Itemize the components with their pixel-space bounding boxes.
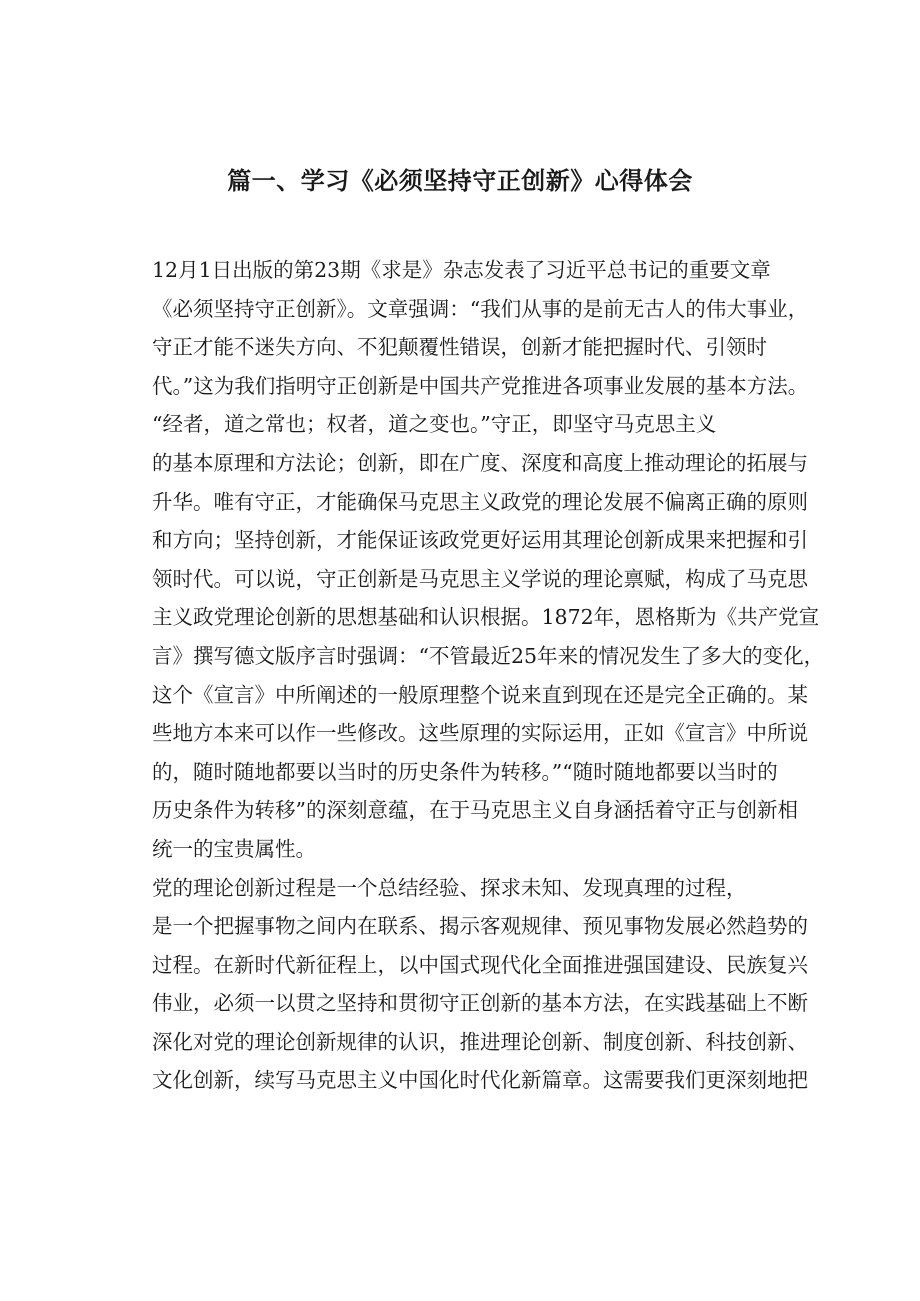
text-line: 升华。唯有守正，才能确保马克思主义政党的理论发展不偏离正确的原则 <box>152 489 808 514</box>
paragraph-1 <box>110 251 850 405</box>
text-line: 文化创新，续写马克思主义中国化时代化新篇章。这需要我们更深刻地把 <box>152 1068 808 1093</box>
text-line: 言》撰写德文版序言时强调：“不管最近25年来的情况发生了多大的变化， <box>152 643 825 668</box>
text-line: 深化对党的理论创新规律的认识，推进理论创新、制度创新、科技创新、 <box>152 1029 808 1054</box>
paragraph-2 <box>110 405 850 868</box>
text-line: 守正才能不迷失方向、不犯颠覆性错误，创新才能把握时代、引领时 <box>152 335 767 360</box>
text-line: 伟业，必须一以贯之坚持和贯彻守正创新的基本方法，在实践基础上不断 <box>152 991 808 1016</box>
text-line: 的，随时随地都要以当时的历史条件为转移。”“随时随地都要以当时的 <box>152 759 778 784</box>
text-line: 统一的宝贵属性。 <box>152 836 316 861</box>
text-line: 代。”这为我们指明守正创新是中国共产党推进各项事业发展的基本方法。 <box>152 373 809 398</box>
text-line: 主义政党理论创新的思想基础和认识根据。1872年，恩格斯为《共产党宣 <box>152 605 820 630</box>
text-line: 《必须坚持守正创新》。文章强调：“我们从事的是前无古人的伟大事业， <box>152 296 809 321</box>
text-line: 和方向；坚持创新，才能保证该政党更好运用其理论创新成果来把握和引 <box>152 528 808 553</box>
text-line: 的基本原理和方法论；创新，即在广度、深度和高度上推动理论的拓展与 <box>152 450 808 475</box>
text-line: 过程。在新时代新征程上，以中国式现代化全面推进强国建设、民族复兴 <box>152 952 808 977</box>
text-line: 这个《宣言》中所阐述的一般原理整个说来直到现在还是完全正确的。某 <box>152 682 808 707</box>
document-body <box>110 251 850 1100</box>
text-line: 是一个把握事物之间内在联系、揭示客观规律、预见事物发展必然趋势的 <box>152 914 808 939</box>
document-title: 篇一、学习《必须坚持守正创新》心得体会 <box>227 167 693 195</box>
text-line: “经者，道之常也；权者，道之变也。”守正，即坚守马克思主义 <box>152 412 717 437</box>
text-line: 党的理论创新过程是一个总结经验、探求未知、发现真理的过程， <box>152 875 747 900</box>
paragraph-3 <box>110 869 850 1101</box>
text-line: 12月1日出版的第23期《求是》杂志发表了习近平总书记的重要文章 <box>152 258 771 282</box>
text-line: 历史条件为转移”的深刻意蕴，在于马克思主义自身涵括着守正与创新相 <box>152 798 798 823</box>
text-line: 些地方本来可以作一些修改。这些原理的实际运用，正如《宣言》中所说 <box>152 721 808 746</box>
text-line: 领时代。可以说，守正创新是马克思主义学说的理论禀赋，构成了马克思 <box>152 566 808 591</box>
